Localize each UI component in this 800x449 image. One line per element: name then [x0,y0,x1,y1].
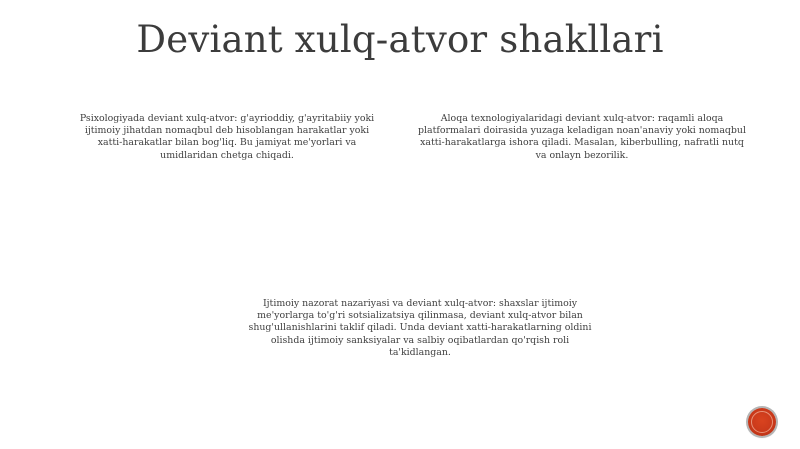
paragraph-psychology: Psixologiyada deviant xulq-atvor: g'ayrioddiy, g'ayritabiiy yoki ijtimoiy jihatdan nomaqbul deb hisoblangan harakatlar yoki xatti-harakatlar bilan bog'liq. Bu jamiyat me'yorlari va umidlaridan chetga chiqadi. [79,113,375,161]
circle-button-icon [751,411,773,433]
paragraph-communication-tech: Aloqa texnologiyalaridagi deviant xulq-atvor: raqamli aloqa platformalari doirasida yuzaga keladigan noan'anaviy yoki nomaqbul xatti-harakatlarga ishora qiladi. Masalan, kiberbulling, nafratli nutq va onlayn bezorilik. [418,113,746,161]
next-slide-button[interactable] [748,408,776,436]
slide-title: Deviant xulq-atvor shakllari [136,18,664,61]
paragraph-social-control: Ijtimoiy nazorat nazariyasi va deviant xulq-atvor: shaxslar ijtimoiy me'yorlarga to'g'ri sotsializatsiya qilinmasa, deviant xulq-atvor bilan shug'ullanishlarini taklif qiladi. Unda deviant xatti-harakatlarning oldini olishda ijtimoiy sanksiyalar va salbiy oqibatlardan qo'rqish roli ta'kidlangan. [248,298,592,358]
